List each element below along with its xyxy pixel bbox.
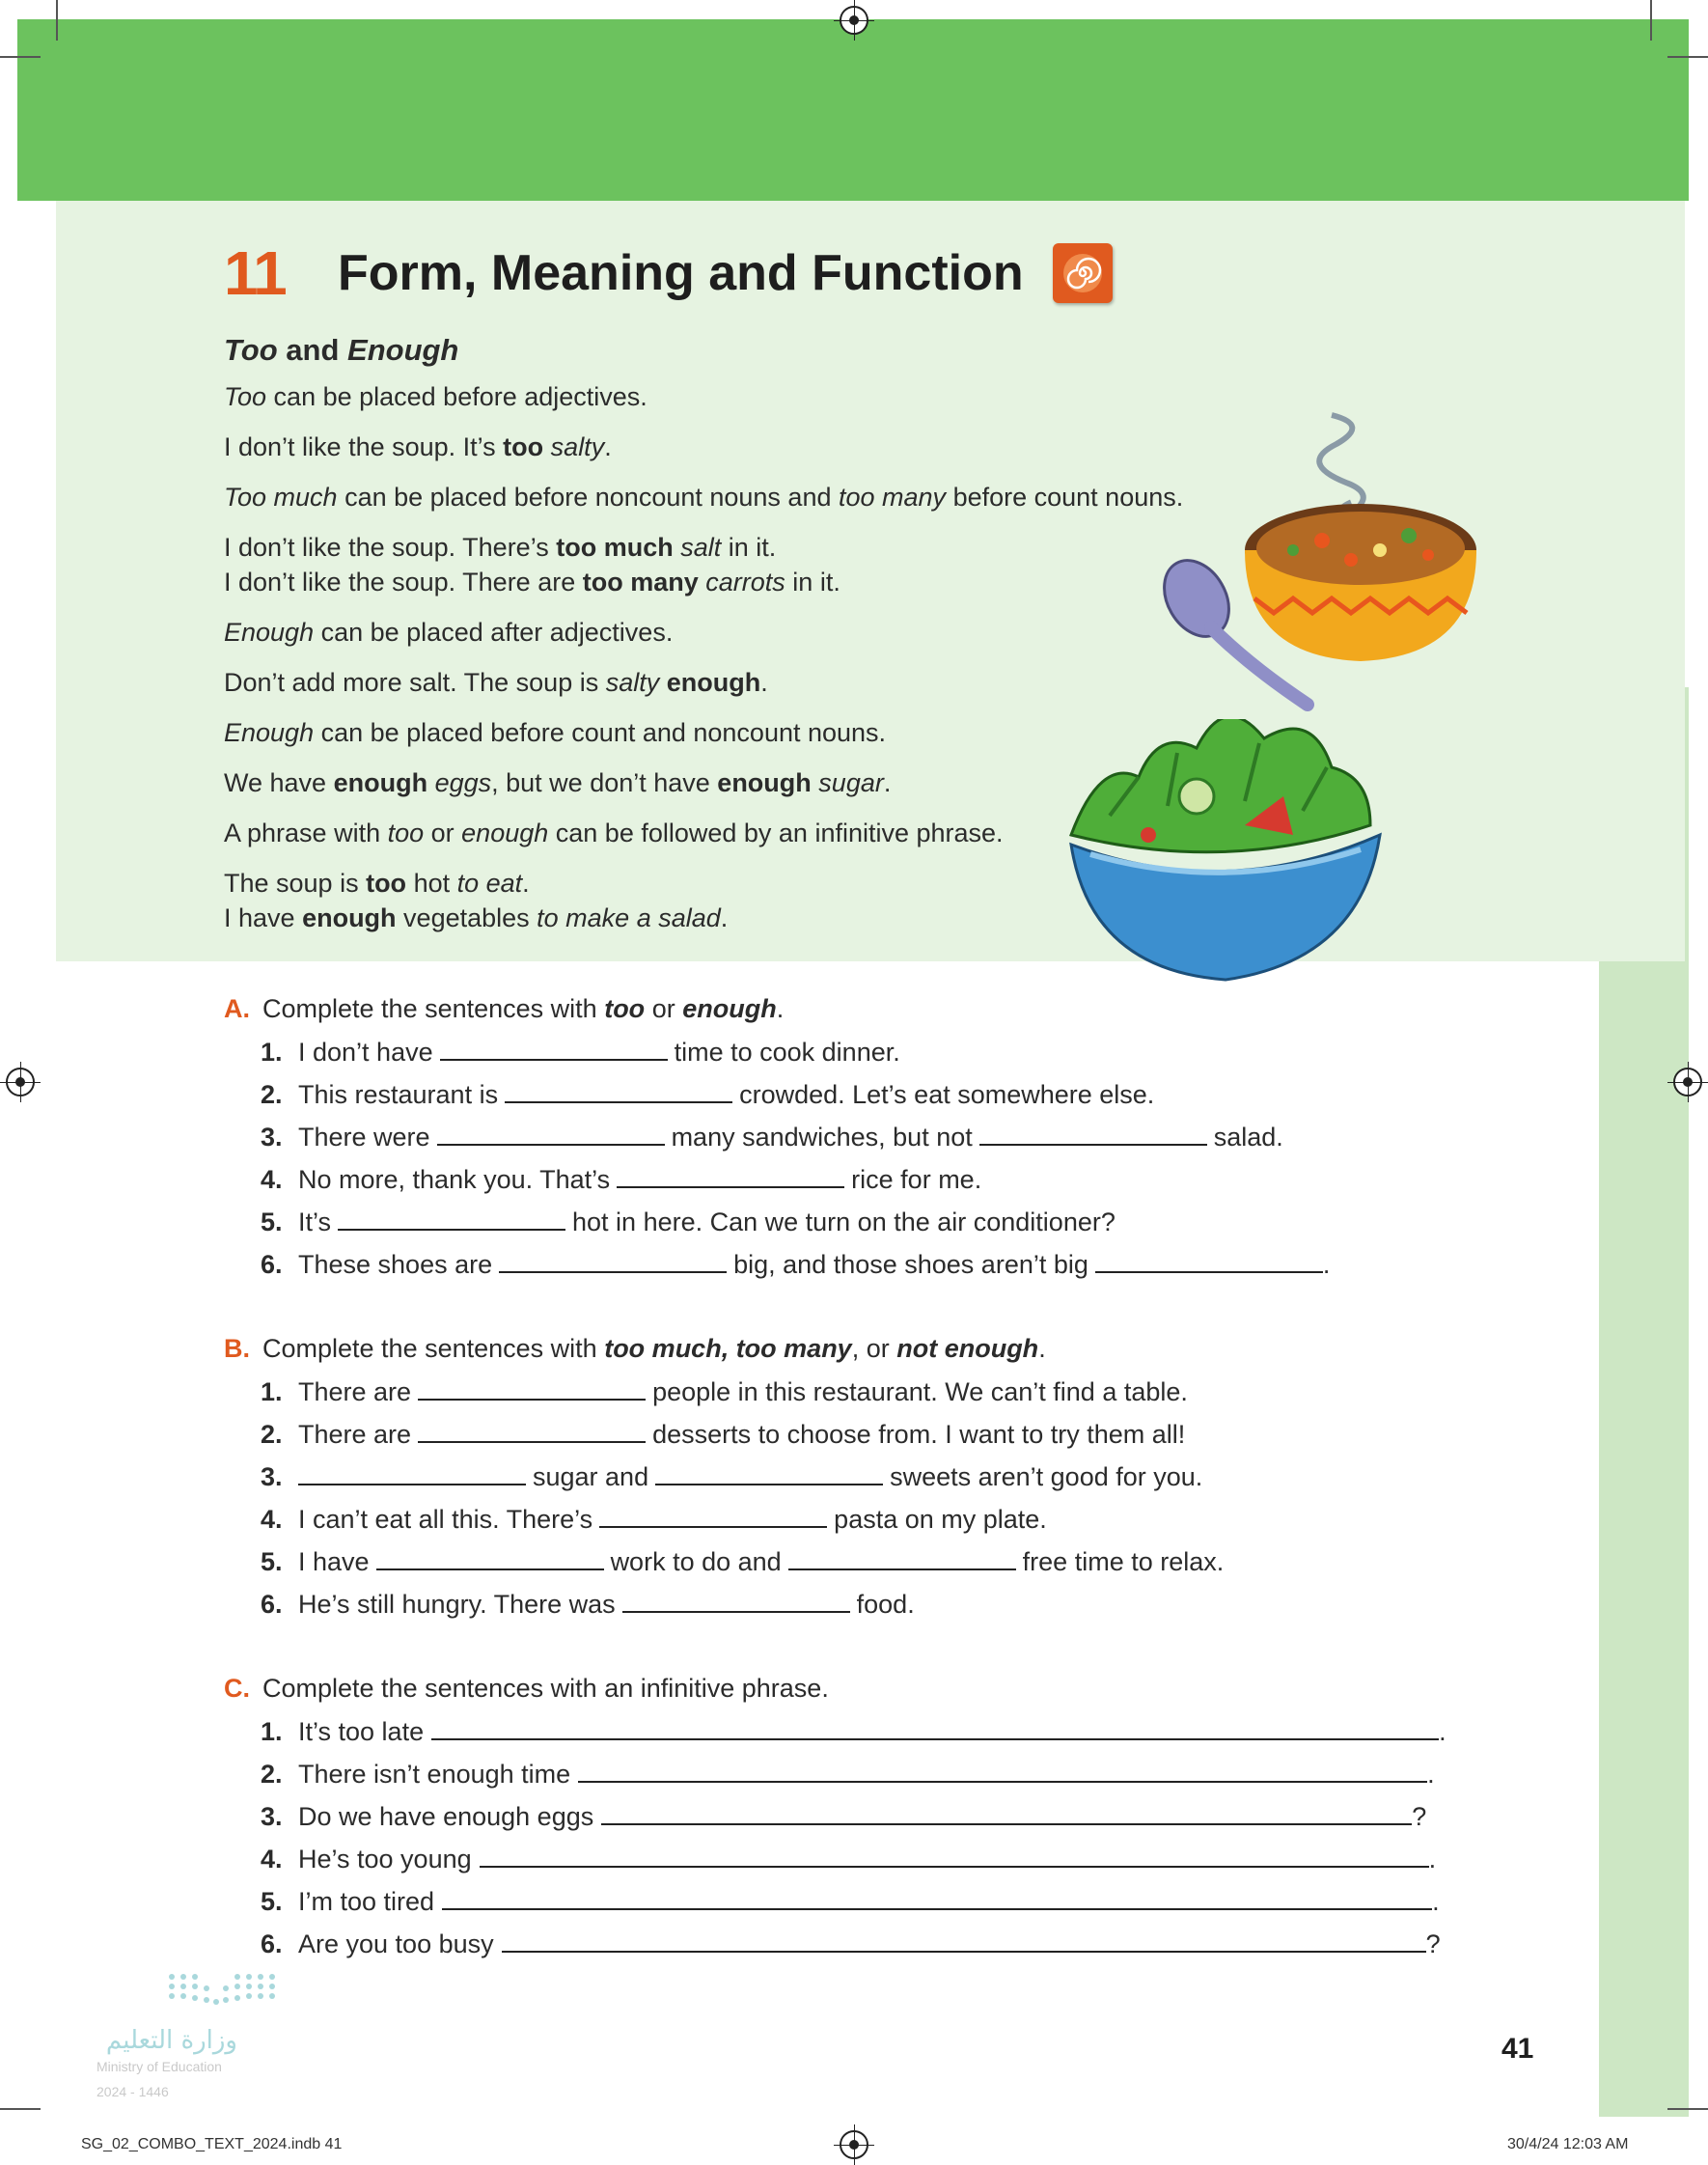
answer-line[interactable] <box>480 1845 1429 1868</box>
svg-text:وزارة التعليم: وزارة التعليم <box>105 2026 237 2055</box>
exercise-item: 3. sugar and sweets aren’t good for you. <box>261 1462 1203 1491</box>
exercise-c-instruction: C. Complete the sentences with an infinitive phrase. <box>224 1674 829 1703</box>
rule-too: Too can be placed before adjectives. <box>224 382 647 411</box>
answer-blank[interactable] <box>376 1547 604 1570</box>
exercise-item: 1. I don’t have time to cook dinner. <box>261 1038 900 1067</box>
exercise-a-instruction: A. Complete the sentences with too or enough. <box>224 994 785 1023</box>
exercise-item: 3. There were many sandwiches, but not salad. <box>261 1123 1283 1152</box>
answer-blank[interactable] <box>622 1590 850 1613</box>
footer-date: 30/4/24 12:03 AM <box>1507 2136 1629 2152</box>
crop-mark <box>1650 0 1652 41</box>
example-too-many: I don’t like the soup. There are too many carrots in it. <box>224 568 840 597</box>
crop-mark <box>0 56 41 58</box>
unit-header <box>224 237 1113 309</box>
exercise-item: 4. No more, thank you. That’s rice for me. <box>261 1165 982 1194</box>
crop-mark <box>0 2108 41 2110</box>
exercise-item: 6. These shoes are big, and those shoes aren’t big . <box>261 1250 1331 1279</box>
exercise-item: 2. There isn’t enough time . <box>261 1760 1435 1789</box>
registration-mark <box>840 2130 868 2159</box>
header-band <box>17 19 1689 201</box>
answer-blank[interactable] <box>298 1462 526 1485</box>
answer-blank[interactable] <box>617 1165 844 1188</box>
example-too-salty: I don’t like the soup. It’s too salty. <box>224 432 612 461</box>
answer-line[interactable] <box>601 1802 1412 1825</box>
answer-blank[interactable] <box>338 1207 565 1231</box>
crop-mark <box>1667 2108 1708 2110</box>
answer-line[interactable] <box>442 1887 1432 1910</box>
svg-text:2024 - 1446: 2024 - 1446 <box>96 2084 169 2099</box>
exercise-item: 6. Are you too busy ? <box>261 1929 1441 1958</box>
exercise-a <box>224 994 1330 1292</box>
unit-title: Form, Meaning and Function <box>338 245 1024 301</box>
unit-number: 11 <box>224 238 286 308</box>
registration-mark <box>6 1068 35 1096</box>
answer-blank[interactable] <box>655 1462 883 1485</box>
answer-blank[interactable] <box>418 1420 646 1443</box>
soup-bowl-illustration <box>1139 405 1486 714</box>
exercise-item: 5. It’s hot in here. Can we turn on the air conditioner? <box>261 1207 1116 1236</box>
exercise-item: 4. I can’t eat all this. There’s pasta on my plate. <box>261 1505 1047 1534</box>
answer-line[interactable] <box>502 1929 1426 1953</box>
crop-mark <box>56 0 58 41</box>
exercise-c <box>224 1674 1446 1972</box>
exercise-item: 3. Do we have enough eggs ? <box>261 1802 1427 1831</box>
answer-blank[interactable] <box>788 1547 1016 1570</box>
exercise-item: 5. I have work to do and free time to relax. <box>261 1547 1225 1576</box>
answer-blank[interactable] <box>599 1505 827 1528</box>
crop-mark <box>1667 56 1708 58</box>
answer-line[interactable] <box>578 1760 1427 1783</box>
registration-mark <box>1673 1068 1702 1096</box>
answer-blank[interactable] <box>499 1250 727 1273</box>
exercise-item: 1. There are people in this restaurant. We can’t find a table. <box>261 1377 1188 1406</box>
answer-line[interactable] <box>431 1717 1439 1740</box>
page-number: 41 <box>1501 2033 1534 2065</box>
side-strip <box>1599 961 1689 2117</box>
exercise-item: 6. He’s still hungry. There was food. <box>261 1590 915 1619</box>
answer-blank[interactable] <box>418 1377 646 1401</box>
side-strip <box>1685 687 1689 961</box>
answer-blank[interactable] <box>440 1038 668 1061</box>
exercise-item: 5. I’m too tired . <box>261 1887 1440 1916</box>
exercise-item: 4. He’s too young . <box>261 1845 1437 1874</box>
rule-infinitive: A phrase with too or enough can be followed by an infinitive phrase. <box>224 819 1004 847</box>
ministry-logo <box>93 1969 324 2114</box>
example-too-much: I don’t like the soup. There’s too much salt in it. <box>224 533 777 562</box>
answer-blank[interactable] <box>505 1080 732 1103</box>
exercise-item: 2. There are desserts to choose from. I want to try them all! <box>261 1420 1186 1449</box>
rule-enough-adjectives: Enough can be placed after adjectives. <box>224 618 674 647</box>
grammar-rules <box>224 333 1189 951</box>
example-salty-enough: Don’t add more salt. The soup is salty enough. <box>224 668 768 697</box>
exercise-b <box>224 1334 1224 1632</box>
example-too-hot: The soup is too hot to eat. <box>224 869 530 898</box>
exercise-item: 1. It’s too late . <box>261 1717 1446 1746</box>
answer-blank[interactable] <box>1095 1250 1323 1273</box>
footer-file-info: SG_02_COMBO_TEXT_2024.indb 41 <box>81 2136 343 2152</box>
salad-bowl-illustration <box>1052 719 1399 985</box>
answer-blank[interactable] <box>979 1123 1207 1146</box>
example-enough-eggs: We have enough eggs, but we don’t have enough sugar. <box>224 768 892 797</box>
registration-mark <box>840 6 868 35</box>
rule-enough-nouns: Enough can be placed before count and noncount nouns. <box>224 718 887 747</box>
svg-text:Ministry of Education: Ministry of Education <box>96 2059 222 2074</box>
grammar-subhead: Too and Enough <box>224 333 459 367</box>
exercise-b-instruction: B. Complete the sentences with too much, too many, or not enough. <box>224 1334 1046 1363</box>
exercise-item: 2. This restaurant is crowded. Let’s eat somewhere else. <box>261 1080 1155 1109</box>
example-enough-vegetables: I have enough vegetables to make a salad. <box>224 903 729 932</box>
swirl-icon <box>1053 243 1113 303</box>
answer-blank[interactable] <box>437 1123 665 1146</box>
rule-too-much-many: Too much can be placed before noncount nouns and too many before count nouns. <box>224 483 1184 512</box>
